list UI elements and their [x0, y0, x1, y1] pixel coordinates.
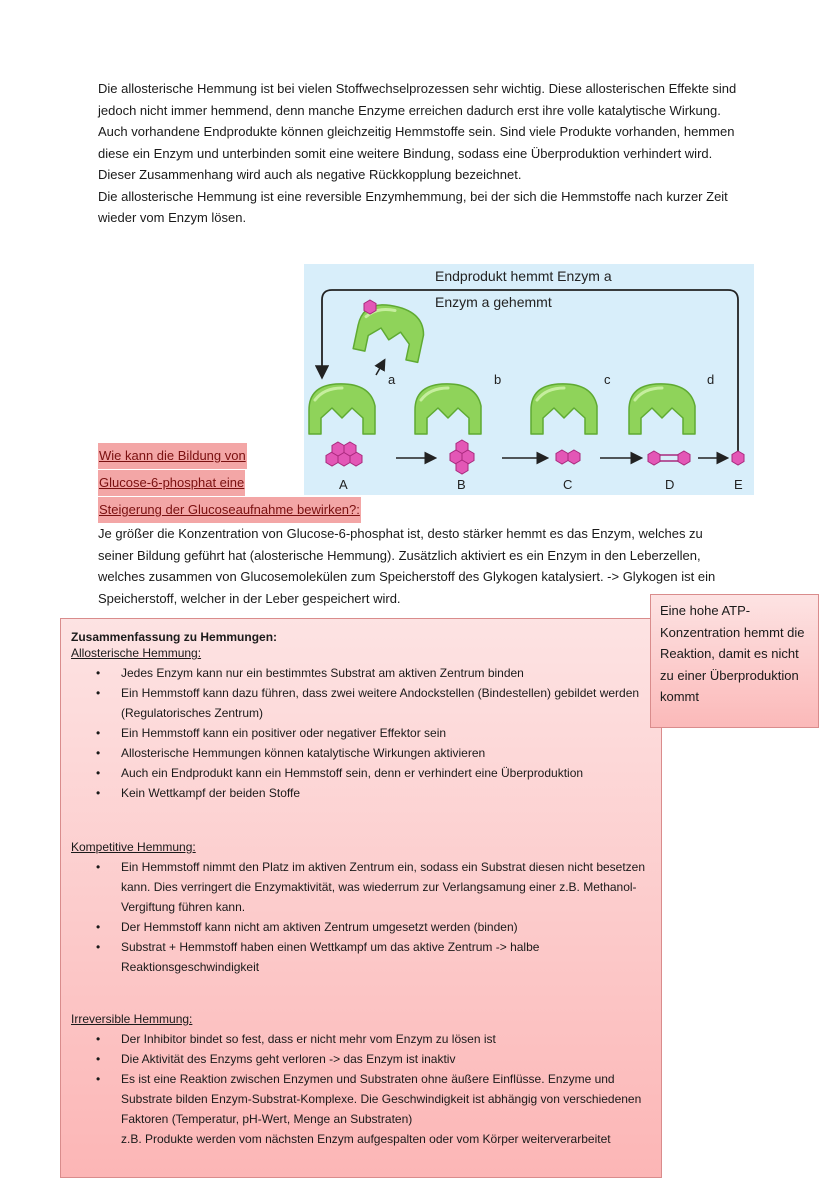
list-item: • Der Inhibitor bindet so fest, dass er nicht mehr vom Enzym zu lösen ist: [61, 1029, 651, 1049]
substrate-e: [732, 451, 744, 465]
allosteric-list: [61, 663, 651, 803]
irreversible-heading: Irreversible Hemmung:: [71, 1012, 193, 1026]
summary-title: Zusammenfassung zu Hemmungen:: [71, 630, 278, 644]
list-item: • Ein Hemmstoff kann dazu führen, dass zwei weitere Andockstellen (Bindestellen) gebildet werden (Regulatorisches Zentrum): [61, 683, 651, 723]
irreversible-example: z.B. Produkte werden vom nächsten Enzym aufgespalten oder vom Körper weiterverarbeitet: [121, 1132, 611, 1146]
competitive-heading: Kompetitive Hemmung:: [71, 840, 196, 854]
list-item: • Allosterische Hemmungen können katalytische Wirkungen aktivieren: [61, 743, 651, 763]
product-label-e: E: [734, 477, 743, 492]
list-item: • Die Aktivität des Enzyms geht verloren -> das Enzym ist inaktiv: [61, 1049, 651, 1069]
enzyme-c: [531, 384, 597, 434]
substrate-b: [450, 440, 474, 474]
label-enzym-gehemmt: Enzym a gehemmt: [435, 294, 552, 310]
list-item: • Der Hemmstoff kann nicht am aktiven Zentrum umgesetzt werden (binden): [61, 917, 651, 937]
enzyme-label-b: b: [494, 372, 502, 387]
list-item: • Auch ein Endprodukt kann ein Hemmstoff sein, denn er verhindert eine Überproduktion: [61, 763, 651, 783]
product-label-d: D: [665, 477, 675, 492]
substrate-c: [556, 450, 580, 464]
list-item: • Ein Hemmstoff kann ein positiver oder negativer Effektor sein: [61, 723, 651, 743]
answer-paragraph: Je größer die Konzentration von Glucose-6-phosphat ist, desto stärker hemmt es das Enzym, welches zu seiner Bildung geführt hat (alosterische Hemmung). Zusätzlich aktiviert es ein Enzym in den Leberzellen, welches zusammen von Glucosemolekülen zum Speicherstoff des Glykogen katalysiert. -> Glykogen ist ein Speicherstoff, welcher in der Leber gespeichert wird.: [98, 526, 716, 606]
answer-text: [98, 523, 738, 609]
summary-box: [60, 618, 662, 1178]
question-line-2: Glucose-6-phosphat eine: [98, 470, 245, 496]
question-line-1: Wie kann die Bildung von: [98, 443, 247, 469]
intro-text: [98, 78, 738, 229]
list-item: • Es ist eine Reaktion zwischen Enzymen und Substraten ohne äußere Einflüsse. Enzyme und Substrate bilden Enzym-Substrat-Komplexe. Die Geschwindigkeit ist abhängig von verschiedenen Faktoren (Temperatur, pH-Wert, Menge an Substraten): [61, 1069, 651, 1129]
product-label-a: A: [339, 477, 348, 492]
allosteric-heading: Allosterische Hemmung:: [71, 646, 202, 660]
intro-paragraph-2: Die allosterische Hemmung ist eine reversible Enzymhemmung, bei der sich die Hemmstoffe nach kurzer Zeit wieder vom Enzym lösen.: [98, 188, 728, 225]
list-item: • Substrat + Hemmstoff haben einen Wettkampf um das aktive Zentrum -> halbe Reaktionsgeschwindigkeit: [61, 937, 651, 977]
bound-inhibitor: [364, 300, 376, 314]
enzyme-label-d: d: [707, 372, 715, 387]
label-endprodukt-hemmt: Endprodukt hemmt Enzym a: [435, 268, 612, 284]
enzyme-a: [309, 384, 375, 434]
enzyme-d: [629, 384, 695, 434]
question-line-3: Steigerung der Glucoseaufnahme bewirken?:: [98, 497, 361, 523]
irreversible-list: [61, 1029, 651, 1149]
list-item: • Ein Hemmstoff nimmt den Platz im aktiven Zentrum ein, sodass ein Substrat diesen nicht besetzen kann. Dies verringert die Enzymaktivität, was wiederrum zur Verlangsamung einer z.B. Methanol-Vergiftung führen kann.: [61, 857, 651, 917]
product-label-b: B: [457, 477, 466, 492]
competitive-list: [61, 857, 651, 977]
enzyme-b: [415, 384, 481, 434]
enzyme-label-a: a: [388, 372, 396, 387]
product-label-c: C: [563, 477, 573, 492]
atp-callout: Eine hohe ATP-Konzentration hemmt die Reaktion, damit es nicht zu einer Überproduktion kommt: [650, 594, 819, 728]
substrate-d: [648, 451, 690, 465]
enzyme-label-c: c: [604, 372, 611, 387]
figure-svg: [304, 264, 754, 495]
list-item: • Jedes Enzym kann nur ein bestimmtes Substrat am aktiven Zentrum binden: [61, 663, 651, 683]
release-arrow: [376, 361, 384, 375]
list-item: • Kein Wettkampf der beiden Stoffe: [61, 783, 651, 803]
allosteric-inhibition-figure: [304, 264, 754, 495]
intro-paragraph-1: Die allosterische Hemmung ist bei vielen Stoffwechselprozessen sehr wichtig. Diese allosterischen Effekte sind jedoch nicht immer hemmend, denn manche Enzyme erreichen dadurch erst ihre volle katalytische Wirkung. Auch vorhandene Endprodukte können gleichzeitig Hemmstoffe sein. Sind viele Produkte vorhanden, hemmen diese ein Enzym und unterbinden somit eine weitere Bindung, sodass eine Überproduktion verhindert wird. Dieser Zusammenhang wird auch als negative Rückkopplung bezeichnet.: [98, 81, 737, 182]
substrate-a: [326, 442, 362, 466]
